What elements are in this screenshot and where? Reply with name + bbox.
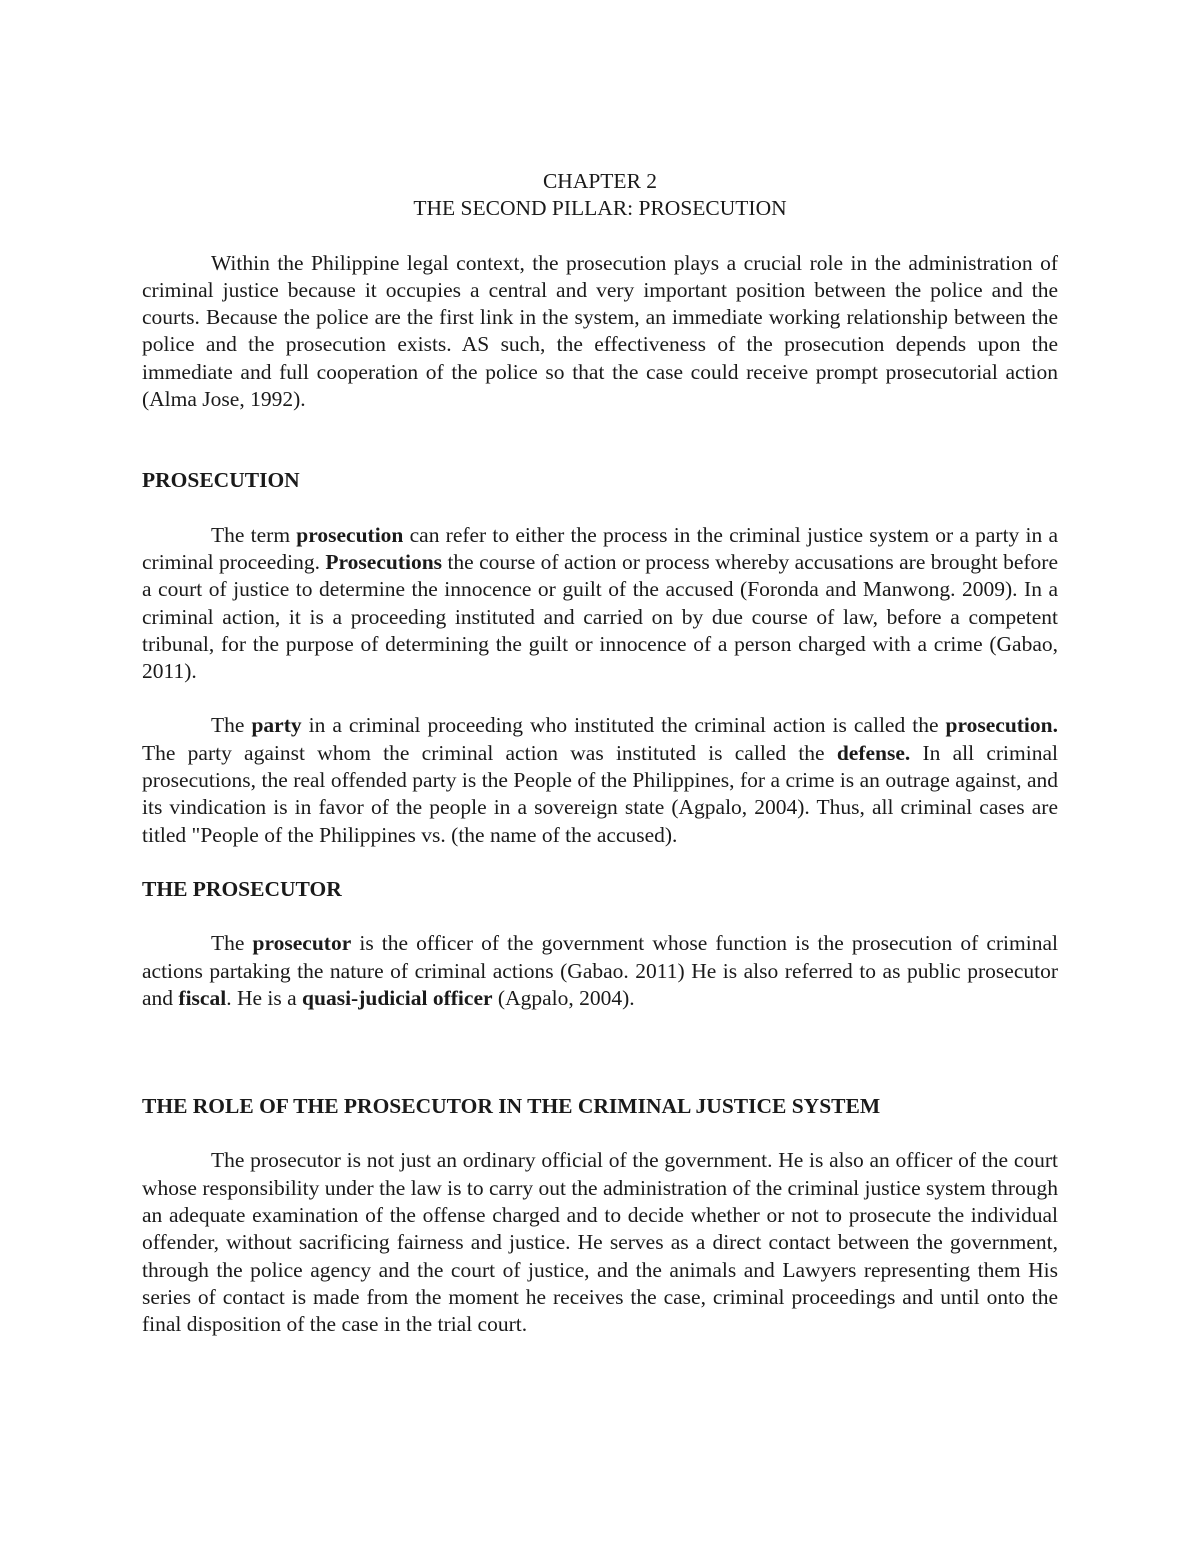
spacer (142, 1120, 1058, 1147)
section-heading-prosecution: PROSECUTION (142, 468, 300, 493)
chapter-number: CHAPTER 2 (542, 169, 658, 193)
section-heading-prosecutor: THE PROSECUTOR (142, 876, 342, 901)
spacer (142, 685, 1058, 712)
document-page (142, 168, 1058, 1339)
spacer (142, 223, 1058, 250)
role-paragraph: The prosecutor is not just an ordinary official of the government. He is also an officer of the court whose responsibility under the law is to carry out the administration of the criminal justice system through an adequate examination of the offense charged and to decide whether or not to prosecute the individual offender, without sacrificing fairness and justice. He serves as a direct contact between the government, through the police agency and the court of justice, and the animals and Lawyers representing them His series of contact is made from the moment he receives the case, criminal proceedings and until onto the final disposition of the case in the trial court. (142, 1148, 1058, 1337)
section-heading-role: THE ROLE OF THE PROSECUTOR IN THE CRIMINAL JUSTICE SYSTEM (142, 1094, 881, 1119)
spacer (142, 413, 1058, 467)
spacer (142, 495, 1058, 522)
prosecution-paragraph-1: The term prosecution can refer to either the process in the criminal justice system or a party in a criminal proceeding. Prosecutions the course of action or process whereby accusations are brought before a court of justice to determine the innocence or guilt of the accused (Foronda and Manwong. 2009). In a criminal action, it is a proceeding instituted and carried on by due course of law, before a competent tribunal, for the purpose of determining the guilt or innocence of a person charged with a crime (Gabao, 2011). (142, 522, 1058, 684)
spacer (142, 903, 1058, 930)
prosecution-paragraph-2: The party in a criminal proceeding who instituted the criminal action is called the prosecution. The party against whom the criminal action was instituted is called the defense. In all criminal prosecutions, the real offended party is the People of the Philippines, for a crime is an outrage against, and its vindication is in favor of the people in a sovereign state (Agpalo, 2004). Thus, all criminal cases are titled "People of the Philippines vs. (the name of the accused). (142, 713, 1058, 847)
prosecutor-paragraph: The prosecutor is the officer of the government whose function is the prosecution of criminal actions partaking the nature of criminal actions (Gabao. 2011) He is also referred to as public prosecutor and fiscal. He is a quasi-judicial officer (Agpalo, 2004). (142, 931, 1058, 1010)
intro-paragraph: Within the Philippine legal context, the prosecution plays a crucial role in the administration of criminal justice because it occupies a central and very important position between the police and the courts. Because the police are the first link in the system, an immediate working relationship between the police and the prosecution exists. AS such, the effectiveness of the prosecution depends upon the immediate and full cooperation of the police so that the case could receive prompt prosecutorial action (Alma Jose, 1992). (142, 250, 1058, 412)
chapter-title: THE SECOND PILLAR: PROSECUTION (413, 196, 787, 221)
spacer (142, 849, 1058, 876)
spacer (142, 1012, 1058, 1093)
